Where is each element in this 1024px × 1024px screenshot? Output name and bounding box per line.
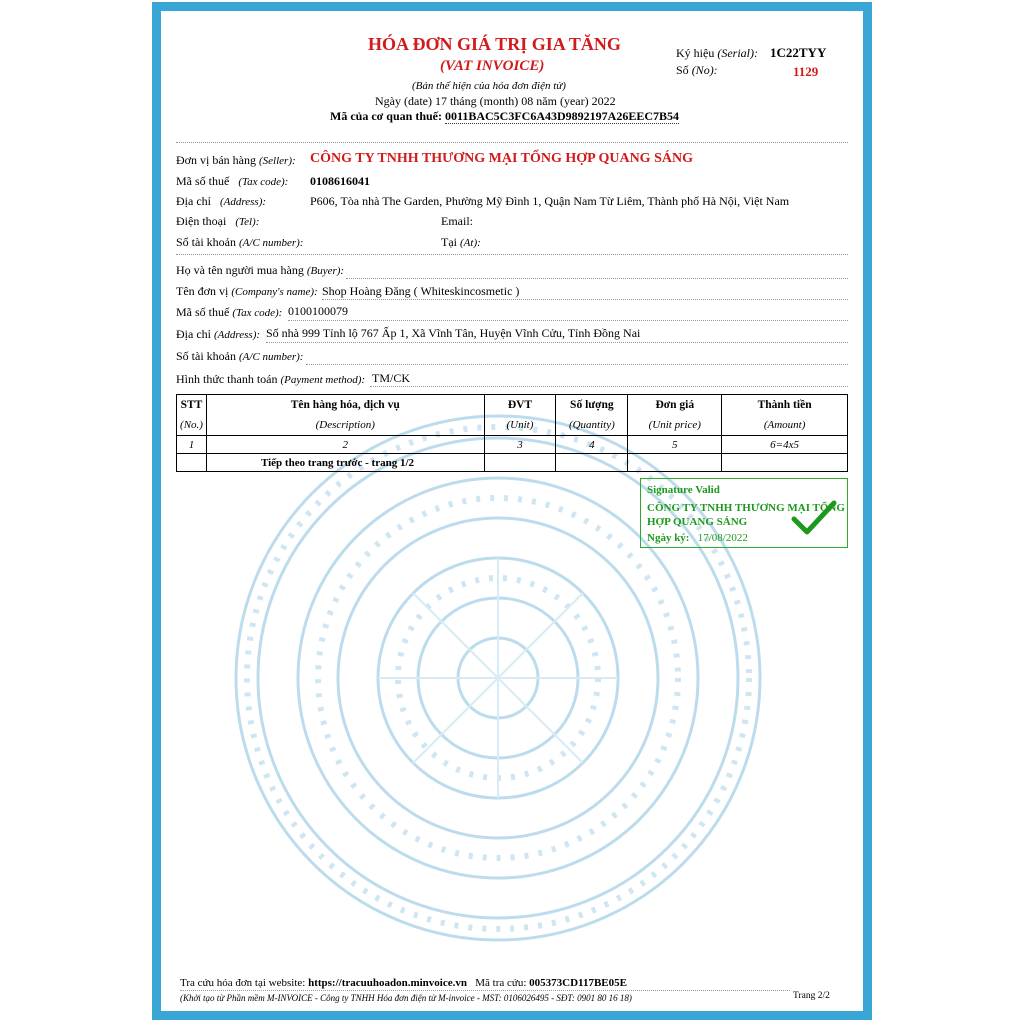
signature-date-label: Ngày ký:: [647, 532, 690, 544]
no-row: [676, 63, 718, 78]
tax-authority-code-label: Mã của cơ quan thuế:: [330, 109, 442, 123]
seller-tax-code: 0108616041: [310, 174, 370, 188]
table-header-en-row: [177, 415, 848, 436]
serial-row: [676, 46, 758, 61]
signature-date-row: [647, 532, 748, 544]
lookup-code-label: Mã tra cứu:: [475, 977, 527, 989]
col-header-en: (Description): [206, 415, 484, 436]
table-cell: [722, 454, 848, 472]
table-cell: [556, 454, 628, 472]
col-header: ĐVT: [484, 395, 556, 416]
serial-label-en: (Serial):: [717, 46, 758, 60]
items-table: [176, 394, 848, 472]
payment-line: [370, 386, 848, 387]
no-label: Số: [676, 63, 689, 77]
buyer-account-label: Số tài khoản (A/C number):: [176, 349, 304, 363]
buyer-account-line: [306, 364, 848, 365]
invoice-subtitle: (VAT INVOICE): [440, 58, 545, 74]
page-number: Trang 2/2: [793, 991, 830, 1001]
col-header: Đơn giá: [628, 395, 722, 416]
table-cell: [484, 454, 556, 472]
buyer-company-line: [322, 299, 848, 300]
serial-value: 1C22TYY: [770, 45, 827, 60]
table-cell: [628, 454, 722, 472]
buyer-tax-label: Mã số thuế (Tax code):: [176, 305, 283, 319]
continued-label: Tiếp theo trang trước - trang 1/2: [206, 454, 484, 472]
col-header-en: (Unit): [484, 415, 556, 436]
lookup-url-link[interactable]: https://tracuuhoadon.minvoice.vn: [308, 977, 467, 989]
col-header-en: (Quantity): [556, 415, 628, 436]
col-number: 6=4x5: [722, 436, 848, 454]
signature-status: Signature Valid: [647, 484, 720, 496]
buyer-address: Số nhà 999 Tỉnh lộ 767 Ấp 1, Xã Vĩnh Tân, Huyện Vĩnh Cửu, Tỉnh Đồng Nai: [266, 326, 641, 340]
payment-method: TM/CK: [372, 371, 411, 385]
seller-email-label: Email:: [441, 214, 473, 228]
buyer-name-line: [346, 278, 848, 279]
software-note: (Khởi tạo từ Phần mềm M-INVOICE - Công ty TNHH Hóa đơn điện tử M-invoice - MST: 0106026495 - SĐT: 0901 80 16 18): [180, 993, 632, 1003]
buyer-company-label: Tên đơn vị (Company's name):: [176, 284, 318, 298]
header-divider: [176, 142, 848, 143]
seller-account-label: Số tài khoản (A/C number):: [176, 235, 304, 249]
col-header-en: (No.): [177, 415, 207, 436]
seller-tax-label: Mã số thuế (Tax code):: [176, 174, 289, 188]
seller-at-label: Tại (At):: [441, 235, 481, 249]
col-header: Tên hàng hóa, dịch vụ: [206, 395, 484, 416]
table-cell: [177, 454, 207, 472]
buyer-name-label: Họ và tên người mua hàng (Buyer):: [176, 263, 345, 277]
payment-label: Hình thức thanh toán (Payment method):: [176, 372, 366, 386]
col-header: Thành tiền: [722, 395, 848, 416]
invoice-title: HÓA ĐƠN GIÁ TRỊ GIA TĂNG: [368, 34, 621, 54]
invoice-note: (Bản thể hiện của hóa đơn điện tử): [412, 80, 566, 92]
seller-divider: [176, 254, 848, 255]
tax-authority-code-value: 0011BAC5C3FC6A43D9892197A26EEC7B54: [444, 109, 679, 123]
invoice-number: 1129: [793, 64, 819, 79]
col-number: 5: [628, 436, 722, 454]
seller-name-label: Đơn vị bán hàng (Seller):: [176, 153, 296, 167]
buyer-address-line: [266, 342, 848, 343]
buyer-address-label: Địa chỉ (Address):: [176, 327, 261, 341]
check-icon: [791, 499, 837, 537]
signature-signer: CÔNG TY TNHH THƯƠNG MẠI TỔNG HỢP QUANG SÁNG: [647, 502, 845, 528]
table-row: [177, 454, 848, 472]
seller-tel-label: Điện thoại (Tel):: [176, 214, 260, 228]
table-header-row: [177, 395, 848, 416]
col-number: 4: [556, 436, 628, 454]
footer-lookup-row: [180, 977, 627, 989]
col-header: Số lượng: [556, 395, 628, 416]
col-number: 3: [484, 436, 556, 454]
buyer-tax-line: [288, 320, 848, 321]
seller-address-label: Địa chỉ (Address):: [176, 194, 267, 208]
no-label-en: (No):: [691, 63, 718, 77]
seller-name: CÔNG TY TNHH THƯƠNG MẠI TỔNG HỢP QUANG SÁNG: [310, 151, 693, 166]
invoice-date: Ngày (date) 17 tháng (month) 08 năm (year) 2022: [375, 94, 616, 108]
table-number-row: [177, 436, 848, 454]
tax-authority-code-row: [330, 109, 679, 124]
lookup-label: Tra cứu hóa đơn tại website:: [180, 977, 306, 989]
serial-label: Ký hiệu: [676, 46, 715, 60]
buyer-company: Shop Hoàng Đăng ( Whiteskincosmetic ): [322, 284, 520, 298]
col-header: STT: [177, 395, 207, 416]
col-header-en: (Amount): [722, 415, 848, 436]
signature-date: 17/08/2022: [697, 532, 748, 544]
footer-divider: [180, 990, 790, 991]
buyer-tax-code: 0100100079: [288, 304, 348, 318]
col-header-en: (Unit price): [628, 415, 722, 436]
signature-box: [640, 478, 848, 548]
lookup-code: 005373CD117BE05E: [529, 977, 627, 989]
seller-address: P606, Tòa nhà The Garden, Phường Mỹ Đình 1, Quận Nam Từ Liêm, Thành phố Hà Nội, Việt Nam: [310, 194, 790, 208]
col-number: 1: [177, 436, 207, 454]
col-number: 2: [206, 436, 484, 454]
